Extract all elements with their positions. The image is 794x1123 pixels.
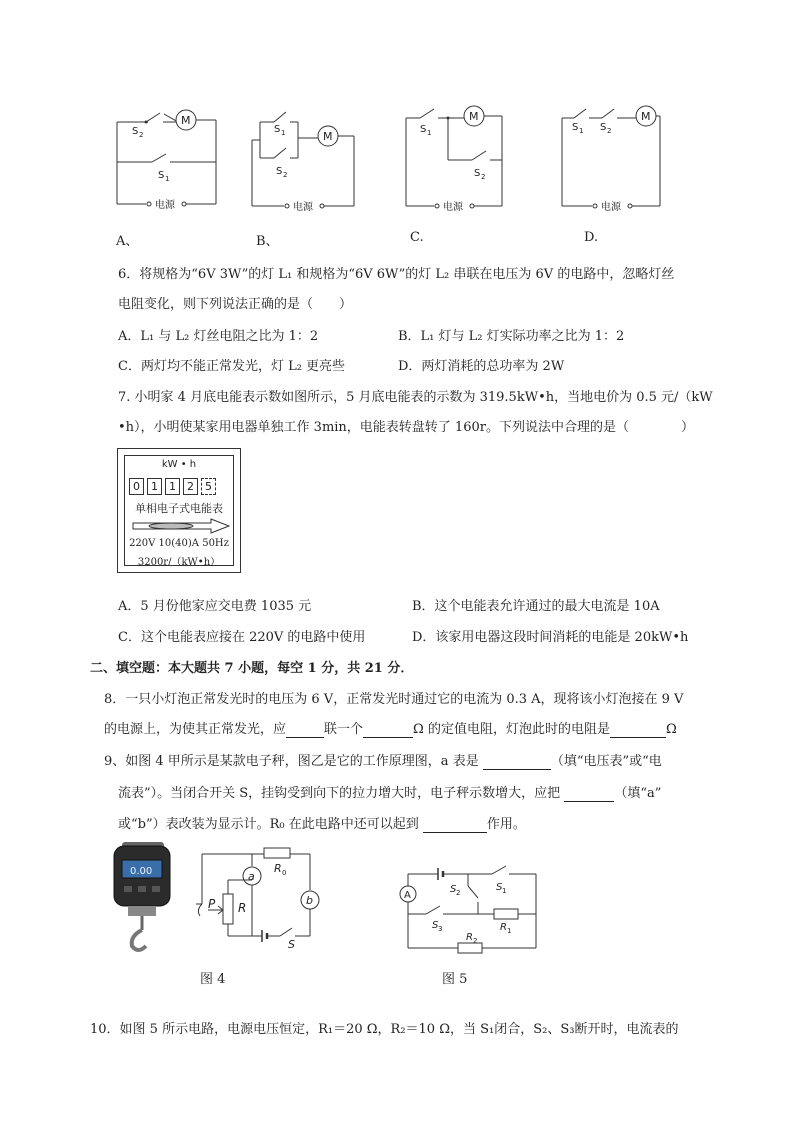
q7-option-d: D．该家用电器这段时间消耗的电能是 20kW•h: [412, 630, 689, 645]
q9-blank-2[interactable]: [564, 786, 614, 802]
svg-text:2: 2: [139, 131, 144, 139]
figure-4-circuit: [192, 840, 322, 950]
svg-text:S: S: [474, 168, 481, 179]
svg-text:S: S: [450, 884, 457, 895]
q10-stem-line1: 10．如图 5 所示电路，电源电压恒定，R₁＝20 Ω，R₂＝10 Ω，当 S₁闭合，S₂、S₃断开时，电流表的: [90, 1022, 679, 1037]
switch-s2-label: S: [132, 126, 139, 137]
figure-4-caption: 图 4: [200, 972, 226, 987]
q8-blank-1[interactable]: [286, 722, 324, 738]
option-c-label: C.: [410, 230, 424, 245]
meter-disc-arrow-icon: [131, 518, 231, 534]
power-source-label: 电源: [155, 200, 175, 211]
q9-blank-1[interactable]: [483, 754, 551, 770]
meter-name: 单相电子式电能表: [135, 502, 223, 515]
svg-text:2: 2: [481, 173, 486, 181]
svg-text:0: 0: [282, 869, 287, 877]
q7-stem-line1: 7. 小明家 4 月底电能表示数如图所示，5 月底电能表的示数为 319.5kW•h，当地电价为 0.5 元/（kW: [118, 390, 713, 405]
svg-text:S: S: [420, 124, 427, 135]
svg-text:S: S: [600, 122, 607, 133]
motor-label: M: [181, 114, 191, 127]
meter-rate: 3200r/（kW•h）: [137, 557, 221, 568]
svg-text:3: 3: [438, 925, 443, 933]
meter-digits: [129, 478, 219, 495]
svg-text:M: M: [469, 110, 479, 123]
svg-text:2: 2: [473, 937, 478, 945]
svg-text:R: R: [466, 932, 473, 943]
svg-text:1: 1: [579, 127, 584, 135]
meter-spec: 220V 10(40)A 50Hz: [129, 538, 229, 549]
resistor-r1: [494, 909, 518, 919]
q7-option-b: B．这个电能表允许通过的最大电流是 10A: [412, 599, 660, 614]
q8-blank-2[interactable]: [363, 722, 413, 738]
q9-stem-line3: 或“b”）表改装为显示计。R₀ 在此电路中还可以起到 作用。: [118, 817, 526, 832]
svg-text:2: 2: [456, 889, 461, 897]
svg-text:电源: 电源: [293, 202, 313, 213]
svg-text:电源: 电源: [601, 202, 621, 213]
figure-5-circuit: [396, 860, 546, 960]
svg-text:P: P: [208, 897, 216, 911]
svg-text:1: 1: [502, 887, 507, 895]
svg-text:1: 1: [507, 927, 512, 935]
q8-blank-3[interactable]: [610, 722, 666, 738]
q6-stem-line2: 电阻变化，则下列说法正确的是（ ）: [118, 297, 353, 312]
scale-display: 0.00: [130, 866, 153, 877]
q6-option-a: A．L₁ 与 L₂ 灯丝电阻之比为 1：2: [118, 329, 319, 344]
meter-digit: 0: [129, 478, 144, 495]
electronic-scale-image: [108, 838, 178, 956]
svg-text:A: A: [404, 890, 411, 901]
svg-text:S: S: [496, 882, 503, 893]
circuit-option-b: [248, 100, 368, 215]
figure-5-caption: 图 5: [442, 972, 468, 987]
q8-stem-line1: 8．一只小灯泡正常发光时的电压为 6 V，正常发光时通过它的电流为 0.3 A，现将该小灯泡接在 9 V: [104, 692, 684, 707]
circuit-option-a: [108, 100, 228, 215]
section-heading: 二、填空题：本大题共 7 小题，每空 1 分，共 21 分．: [90, 661, 414, 676]
svg-text:S: S: [276, 166, 283, 177]
meter-digit: 1: [147, 478, 162, 495]
meter-unit: kW • h: [161, 459, 197, 470]
q9-blank-3[interactable]: [423, 817, 487, 833]
q9-stem-line1: 9、如图 4 甲所示是某款电子秤，图乙是它的工作原理图，a 表是 （填“电压表”或“电: [104, 754, 662, 769]
resistor-r0: [264, 848, 290, 858]
svg-text:S: S: [432, 920, 439, 931]
switch-s1-label: S: [158, 170, 165, 181]
option-a-label: A、: [116, 234, 139, 249]
circuit-option-d: [556, 100, 676, 215]
svg-text:1: 1: [427, 129, 432, 137]
svg-text:1: 1: [165, 175, 170, 183]
q6-stem-line1: 6．将规格为“6V 3W”的灯 L₁ 和规格为“6V 6W”的灯 L₂ 串联在电压为 6V 的电路中，忽略灯丝: [118, 267, 675, 282]
q8-stem-line2: 的电源上，为使其正常发光，应 联一个 Ω 的定值电阻，灯泡此时的电阻是 Ω: [104, 722, 677, 737]
q6-option-c: C．两灯均不能正常发光，灯 L₂ 更亮些: [118, 359, 346, 374]
option-d-label: D.: [584, 230, 599, 245]
svg-text:S: S: [288, 938, 295, 951]
q7-option-a: A．5 月份他家应交电费 1035 元: [118, 599, 312, 614]
meter-digit: 2: [183, 478, 198, 495]
q7-option-c: C．这个电能表应接在 220V 的电路中使用: [118, 630, 366, 645]
svg-text:b: b: [306, 894, 313, 907]
svg-text:M: M: [323, 130, 333, 143]
resistor-r2: [458, 943, 482, 953]
meter-digit-decimal: 5: [201, 478, 216, 495]
q6-option-b: B．L₁ 灯与 L₂ 灯实际功率之比为 1：2: [398, 329, 625, 344]
q7-stem-line2: •h），小明使某家用电器单独工作 3min，电能表转盘转了 160r。下列说法中合理的是（ ）: [118, 420, 694, 435]
svg-text:2: 2: [607, 127, 612, 135]
svg-text:a: a: [248, 870, 255, 883]
svg-text:S: S: [572, 122, 579, 133]
meter-digit: 1: [165, 478, 180, 495]
svg-text:M: M: [641, 110, 651, 123]
option-b-label: B、: [256, 234, 279, 249]
q6-option-d: D．两灯消耗的总功率为 2W: [398, 359, 565, 374]
svg-text:电源: 电源: [443, 202, 463, 213]
svg-text:2: 2: [283, 171, 288, 179]
circuit-option-c: [398, 100, 518, 215]
svg-text:1: 1: [281, 129, 286, 137]
svg-text:R: R: [274, 862, 282, 875]
rheostat-r: [223, 894, 233, 924]
svg-text:R: R: [238, 901, 247, 915]
svg-text:R: R: [500, 922, 507, 933]
svg-text:S: S: [274, 124, 281, 135]
q9-stem-line2: 流表”）。当闭合开关 S，挂钩受到向下的拉力增大时，电子秤示数增大，应把 （填“a”: [118, 786, 662, 801]
energy-meter-figure: [117, 448, 241, 573]
